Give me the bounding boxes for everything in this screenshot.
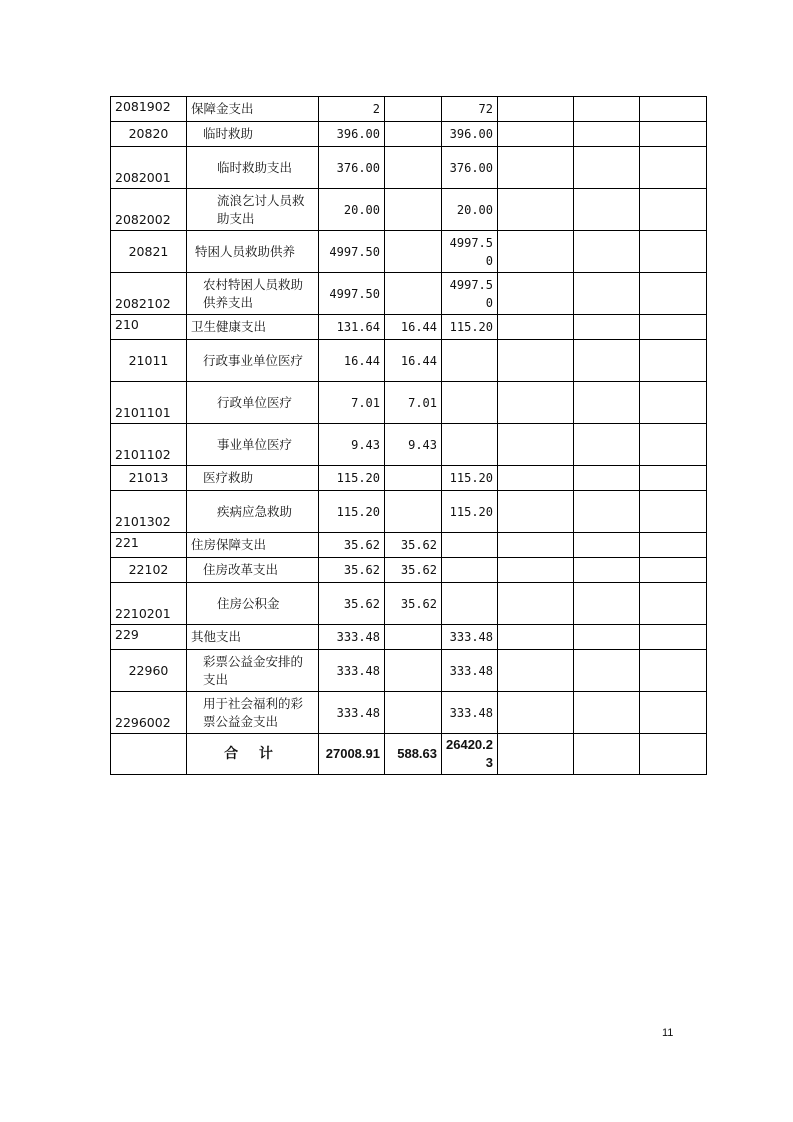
row-code: 2081902 [111, 97, 187, 122]
row-name: 住房保障支出 [187, 533, 319, 558]
row-total: 4997.50 [319, 231, 385, 273]
row-basic [385, 692, 442, 734]
table-row [111, 122, 707, 147]
row-code: 221 [111, 533, 187, 558]
row-basic [385, 625, 442, 650]
row-total: 16.44 [319, 340, 385, 382]
row-project: 115.20 [442, 466, 498, 491]
row-project: 72 [442, 97, 498, 122]
row-code: 2082002 [111, 189, 187, 231]
row-basic [385, 466, 442, 491]
row-total: 333.48 [319, 650, 385, 692]
row-basic [385, 147, 442, 189]
row-code: 2101101 [111, 382, 187, 424]
row-code: 229 [111, 625, 187, 650]
row-project: 4997.50 [442, 273, 498, 315]
row-total: 20.00 [319, 189, 385, 231]
row-project [442, 340, 498, 382]
row-code: 22102 [111, 558, 187, 583]
row-project [442, 583, 498, 625]
row-project: 376.00 [442, 147, 498, 189]
row-code: 210 [111, 315, 187, 340]
row-name: 行政事业单位医疗 [187, 340, 319, 382]
table-row [111, 491, 707, 533]
row-project: 115.20 [442, 315, 498, 340]
row-project: 20.00 [442, 189, 498, 231]
row-total: 35.62 [319, 533, 385, 558]
row-basic [385, 122, 442, 147]
row-name: 临时救助支出 [187, 147, 319, 189]
row-name: 行政单位医疗 [187, 382, 319, 424]
row-basic: 9.43 [385, 424, 442, 466]
table-row [111, 650, 707, 692]
total-label: 合 计 [187, 734, 319, 775]
table-row [111, 466, 707, 491]
row-total: 9.43 [319, 424, 385, 466]
row-project [442, 424, 498, 466]
table-row [111, 315, 707, 340]
total-row [111, 734, 707, 775]
row-code: 20820 [111, 122, 187, 147]
row-name: 住房改革支出 [187, 558, 319, 583]
row-basic [385, 491, 442, 533]
table-row [111, 340, 707, 382]
row-code: 2296002 [111, 692, 187, 734]
row-code: 2210201 [111, 583, 187, 625]
row-basic [385, 273, 442, 315]
row-name: 医疗救助 [187, 466, 319, 491]
table-row [111, 382, 707, 424]
total-amount: 27008.91 [319, 734, 385, 775]
row-total: 333.48 [319, 692, 385, 734]
row-code: 2082001 [111, 147, 187, 189]
row-name: 事业单位医疗 [187, 424, 319, 466]
row-basic [385, 650, 442, 692]
row-total: 2 [319, 97, 385, 122]
row-name: 卫生健康支出 [187, 315, 319, 340]
table-row [111, 231, 707, 273]
row-project: 333.48 [442, 692, 498, 734]
row-project [442, 533, 498, 558]
row-name: 农村特困人员救助供养支出 [187, 273, 319, 315]
row-basic: 7.01 [385, 382, 442, 424]
row-total: 333.48 [319, 625, 385, 650]
row-code: 2101302 [111, 491, 187, 533]
row-name: 彩票公益金安排的支出 [187, 650, 319, 692]
table-row [111, 273, 707, 315]
row-total: 115.20 [319, 466, 385, 491]
total-project: 26420.23 [442, 734, 498, 775]
row-total: 4997.50 [319, 273, 385, 315]
table-row [111, 583, 707, 625]
row-code: 2101102 [111, 424, 187, 466]
row-code: 21013 [111, 466, 187, 491]
table-row [111, 97, 707, 122]
row-code: 20821 [111, 231, 187, 273]
row-basic: 35.62 [385, 583, 442, 625]
row-total: 131.64 [319, 315, 385, 340]
row-basic: 16.44 [385, 340, 442, 382]
page-number: 11 [662, 1027, 674, 1039]
row-total: 35.62 [319, 558, 385, 583]
table-row [111, 147, 707, 189]
row-total: 396.00 [319, 122, 385, 147]
row-basic [385, 97, 442, 122]
row-basic: 35.62 [385, 533, 442, 558]
row-project [442, 558, 498, 583]
row-total: 115.20 [319, 491, 385, 533]
row-basic: 35.62 [385, 558, 442, 583]
table-row [111, 692, 707, 734]
table-row [111, 625, 707, 650]
row-name: 保障金支出 [187, 97, 319, 122]
table-row [111, 189, 707, 231]
row-name: 住房公积金 [187, 583, 319, 625]
row-code: 22960 [111, 650, 187, 692]
budget-expenditure-table [110, 96, 707, 775]
total-basic: 588.63 [385, 734, 442, 775]
row-project: 115.20 [442, 491, 498, 533]
row-project: 4997.50 [442, 231, 498, 273]
row-name: 特困人员救助供养 [187, 231, 319, 273]
table-row [111, 558, 707, 583]
row-total: 7.01 [319, 382, 385, 424]
row-name: 疾病应急救助 [187, 491, 319, 533]
row-basic: 16.44 [385, 315, 442, 340]
row-basic [385, 189, 442, 231]
row-project: 333.48 [442, 625, 498, 650]
row-project: 396.00 [442, 122, 498, 147]
row-name: 其他支出 [187, 625, 319, 650]
row-total: 35.62 [319, 583, 385, 625]
row-name: 流浪乞讨人员救助支出 [187, 189, 319, 231]
row-code: 21011 [111, 340, 187, 382]
row-name: 临时救助 [187, 122, 319, 147]
row-project: 333.48 [442, 650, 498, 692]
row-total: 376.00 [319, 147, 385, 189]
row-name: 用于社会福利的彩票公益金支出 [187, 692, 319, 734]
table-row [111, 533, 707, 558]
row-code: 2082102 [111, 273, 187, 315]
row-basic [385, 231, 442, 273]
table-row [111, 424, 707, 466]
row-project [442, 382, 498, 424]
